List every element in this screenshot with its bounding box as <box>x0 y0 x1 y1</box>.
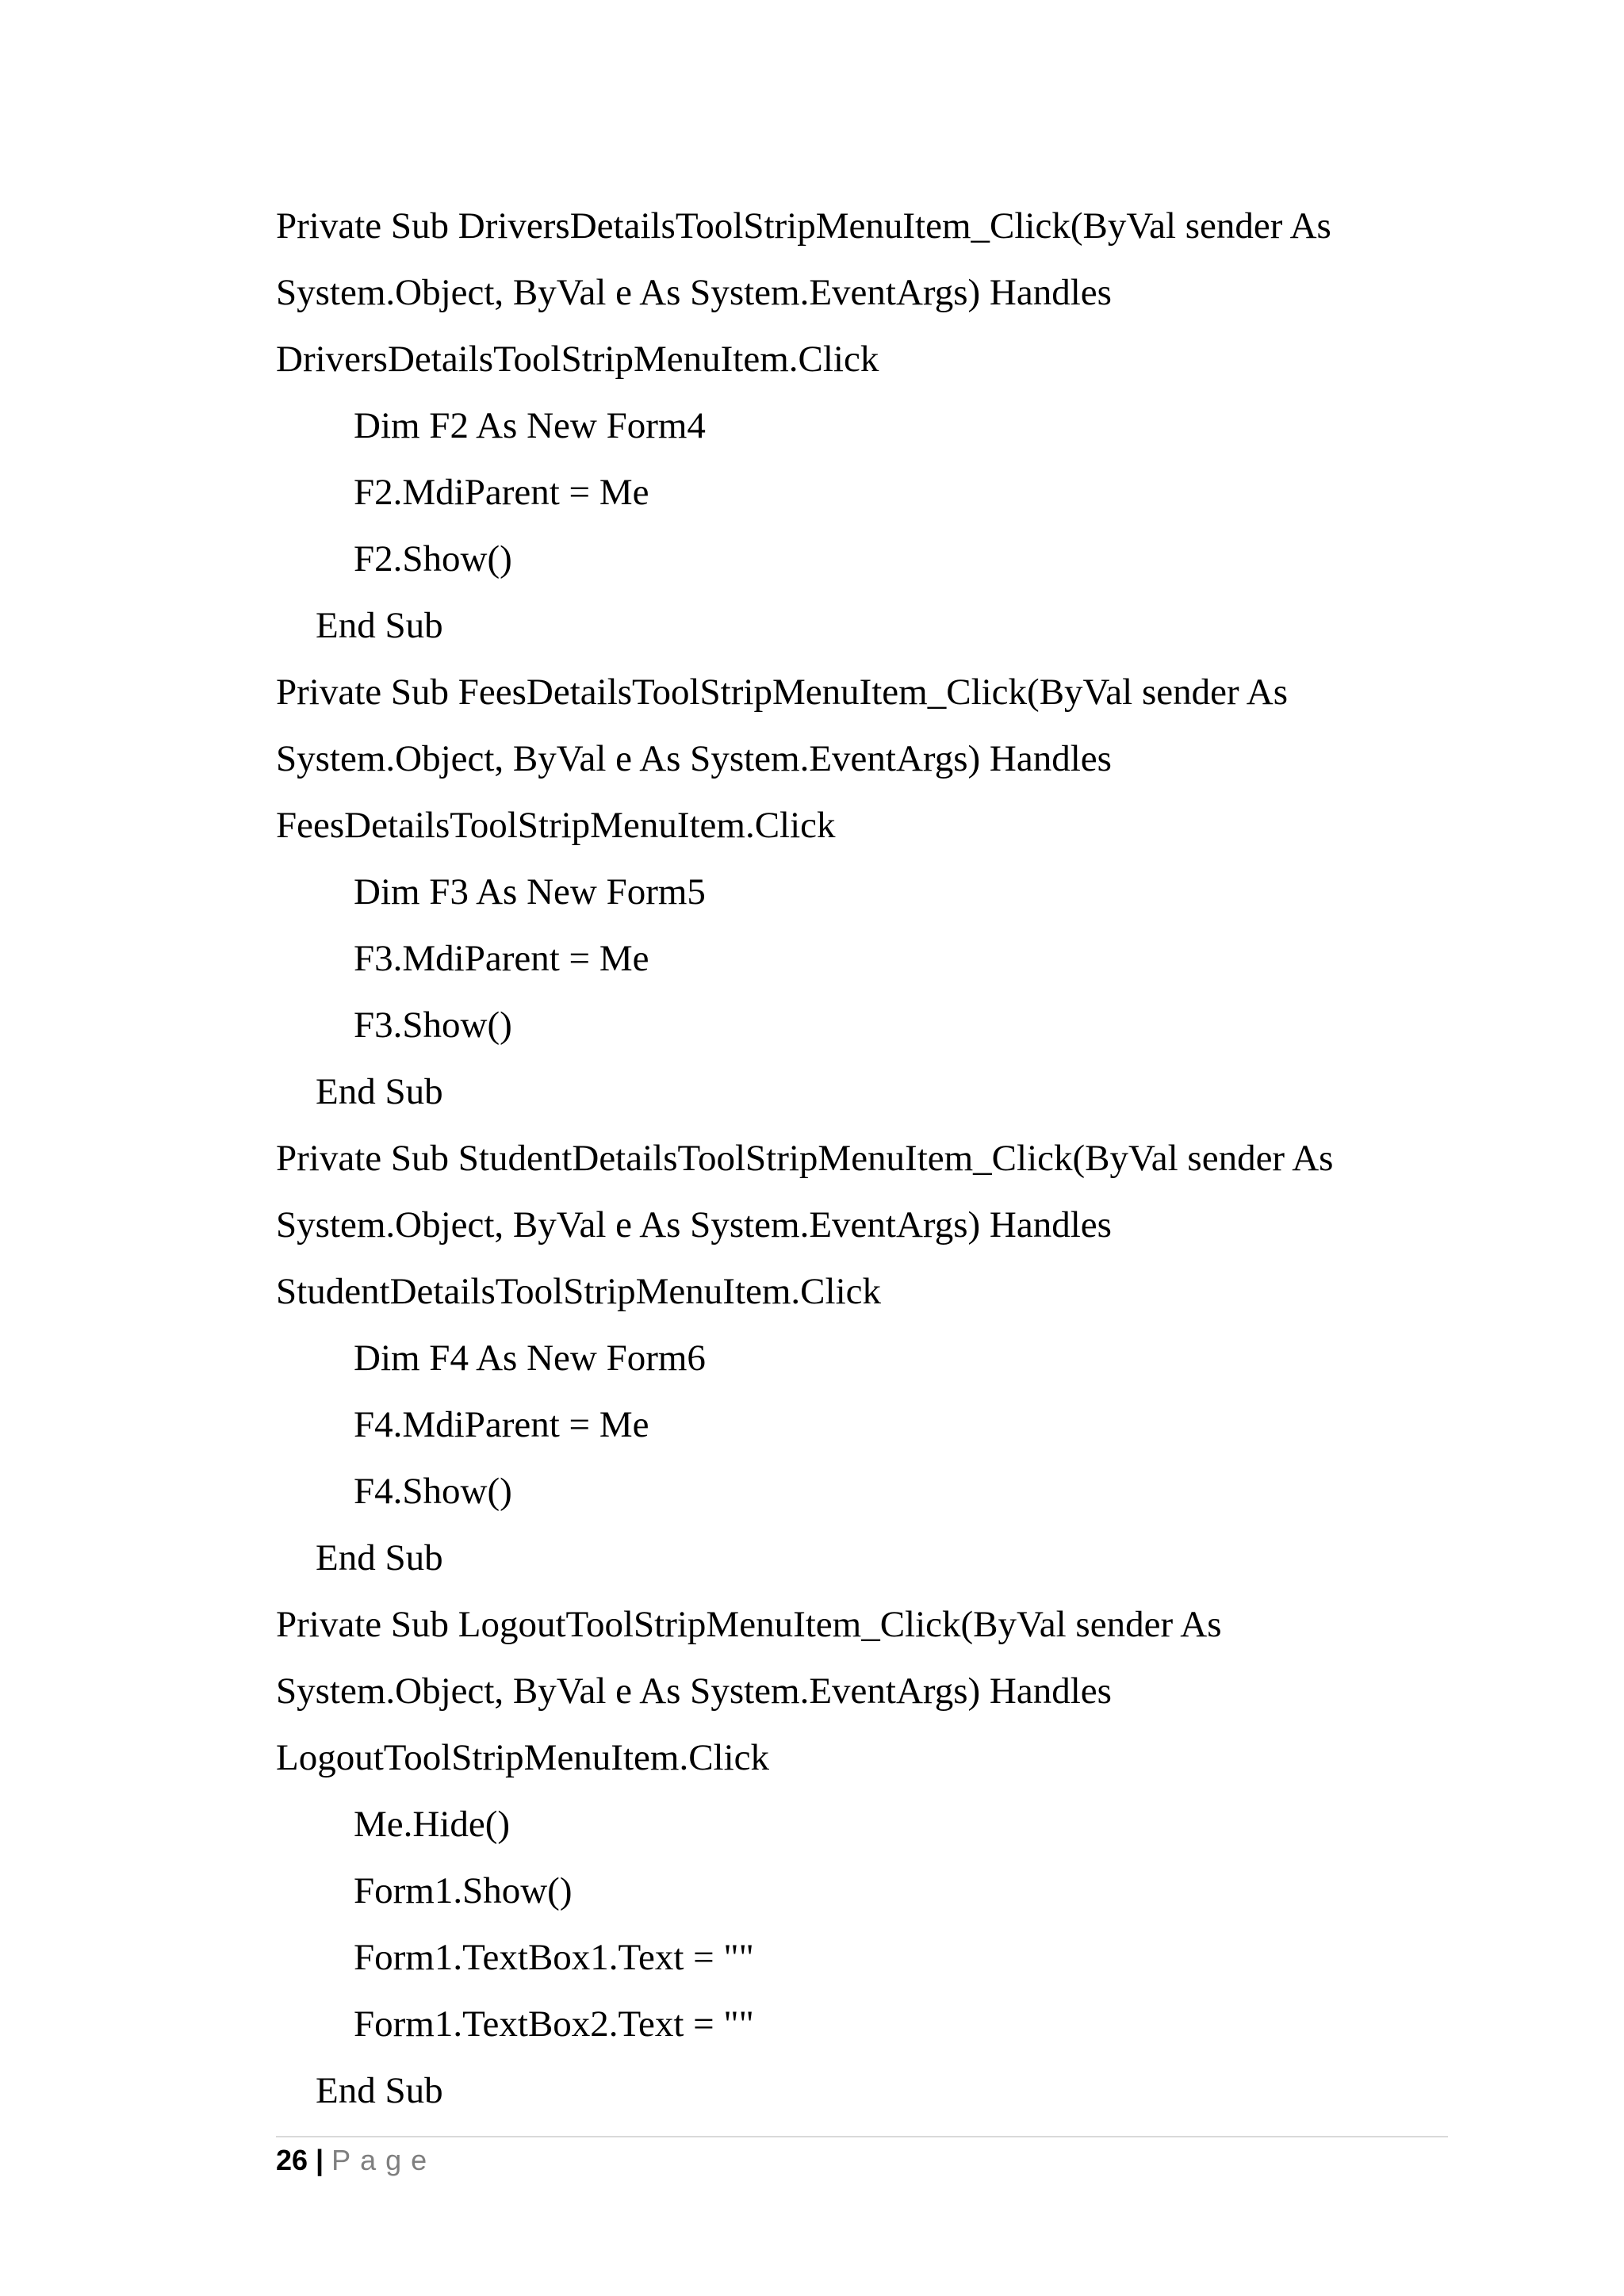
code-line: Dim F4 As New Form6 <box>354 1337 706 1379</box>
code-line: End Sub <box>316 2070 443 2111</box>
code-line: Form1.Show() <box>354 1870 573 1911</box>
code-listing <box>276 193 1450 2124</box>
code-line: Dim F3 As New Form5 <box>354 871 706 913</box>
code-line: Private Sub LogoutToolStripMenuItem_Click(ByVal sender As <box>276 1604 1222 1645</box>
code-line: End Sub <box>316 1071 443 1112</box>
page-number: 26 <box>276 2144 308 2176</box>
code-line: Private Sub StudentDetailsToolStripMenuItem_Click(ByVal sender As <box>276 1138 1334 1179</box>
code-line: F2.Show() <box>354 538 512 580</box>
code-line: FeesDetailsToolStripMenuItem.Click <box>276 805 836 846</box>
code-line: Dim F2 As New Form4 <box>354 405 706 446</box>
code-line: Form1.TextBox2.Text = "" <box>354 2003 754 2045</box>
page-label: Page <box>331 2144 437 2176</box>
code-line: F4.Show() <box>354 1471 512 1512</box>
code-line: Private Sub DriversDetailsToolStripMenuItem_Click(ByVal sender As <box>276 205 1331 247</box>
code-line: End Sub <box>316 605 443 646</box>
code-line: Me.Hide() <box>354 1804 511 1845</box>
code-line: F4.MdiParent = Me <box>354 1404 649 1445</box>
code-line: Private Sub FeesDetailsToolStripMenuItem_Click(ByVal sender As <box>276 672 1288 713</box>
code-line: System.Object, ByVal e As System.EventArgs) Handles <box>276 272 1112 313</box>
code-line: System.Object, ByVal e As System.EventArgs) Handles <box>276 738 1112 779</box>
code-line: Form1.TextBox1.Text = "" <box>354 1937 754 1978</box>
code-line: DriversDetailsToolStripMenuItem.Click <box>276 339 879 380</box>
code-line: End Sub <box>316 1537 443 1578</box>
page-separator: | <box>316 2144 324 2176</box>
footer-divider <box>276 2136 1448 2137</box>
code-line: F3.MdiParent = Me <box>354 938 649 979</box>
code-line: StudentDetailsToolStripMenuItem.Click <box>276 1271 881 1312</box>
code-line: F2.MdiParent = Me <box>354 472 649 513</box>
code-line: F3.Show() <box>354 1004 512 1046</box>
code-line: LogoutToolStripMenuItem.Click <box>276 1737 770 1778</box>
code-line: System.Object, ByVal e As System.EventArgs) Handles <box>276 1204 1112 1246</box>
page-footer <box>276 2141 436 2180</box>
code-line: System.Object, ByVal e As System.EventArgs) Handles <box>276 1670 1112 1712</box>
